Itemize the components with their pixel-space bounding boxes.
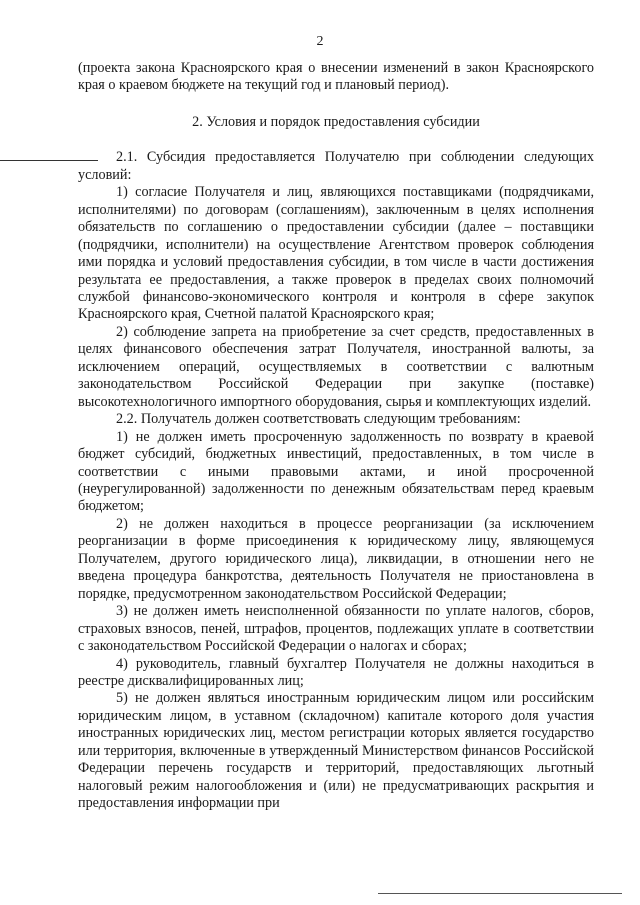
paragraph-2-2-item-1: 1) не должен иметь просроченную задолженность по возврату в краевой бюджет субсидий, бюджетных инвестиций, предоставленных, в том числе в соответствии с иными правовыми актами, и иной просроченной (неурегулированной) задолженности по денежным обязательствам перед краевым бюджетом;: [78, 428, 594, 515]
paragraph-2-2-item-4: 4) руководитель, главный бухгалтер Получателя не должны находиться в реестре дисквалифицированных лиц;: [78, 655, 594, 689]
section-heading: 2. Условия и порядок предоставления субсидии: [192, 113, 480, 130]
paragraph-2-2-item-5: 5) не должен являться иностранным юридическим лицом или российским юридическим лицом, в уставном (складочном) капитале которого доля участия иностранных юридических лиц, местом регистрации которых является государство или территория, включенные в утвержденный Министерством финансов Российской Федерации перечень государств и территорий, предоставляющих льготный налоговый режим налогообложения и (или) не предусматривающих раскрытия и предоставления информации при: [78, 690, 594, 812]
page-number: 2: [316, 34, 324, 49]
paragraph-2-2-item-2: 2) не должен находиться в процессе реорганизации (за исключением реорганизации в форме присоединения к юридическому лицу, являющемуся Получателем, другого юридического лица), ликвидации, в отношении него не введена процедура банкротства, деятельность Получателя не приостановлена в порядке, предусмотренном законодательством Российской Федерации;: [78, 515, 594, 602]
paragraph-2-1: 2.1. Субсидия предоставляется Получателю при соблюдении следующих условий:: [78, 149, 594, 183]
intro-paragraph: (проекта закона Красноярского края о внесении изменений в закон Красноярского края о краевом бюджете на текущий год и плановый период).: [78, 60, 594, 94]
scan-bottom-line: [378, 893, 622, 894]
document-body: [78, 60, 594, 813]
paragraph-2-2: 2.2. Получатель должен соответствовать следующим требованиям:: [116, 411, 521, 428]
paragraph-2-2-item-3: 3) не должен иметь неисполненной обязанности по уплате налогов, сборов, страховых взносов, пеней, штрафов, процентов, подлежащих уплате в соответствии с законодательством Российской Федерации о налогах и сборах;: [78, 603, 594, 655]
paragraph-2-1-item-1: 1) согласие Получателя и лиц, являющихся поставщиками (подрядчиками, исполнителями) по договорам (соглашениям), заключенным в целях исполнения обязательств по соглашению о предоставлении субсидии (далее – поставщики (подрядчики, исполнители) на осуществление Агентством проверок соблюдения ими порядка и условий предоставления субсидии, в том числе в части достижения результата ее предоставления, а также проверок в пределах своих полномочий службой финансово-экономического контроля и контроля в сфере закупок Красноярского края, Счетной палатой Красноярского края;: [78, 184, 594, 323]
paragraph-2-1-item-2: 2) соблюдение запрета на приобретение за счет средств, предоставленных в целях финансового обеспечения затрат Получателя, иностранной валюты, за исключением операций, осуществляемых в соответствии с валютным законодательством Российской Федерации при закупке (поставке) высокотехнологичного импортного оборудования, сырья и комплектующих изделий.: [78, 323, 594, 410]
